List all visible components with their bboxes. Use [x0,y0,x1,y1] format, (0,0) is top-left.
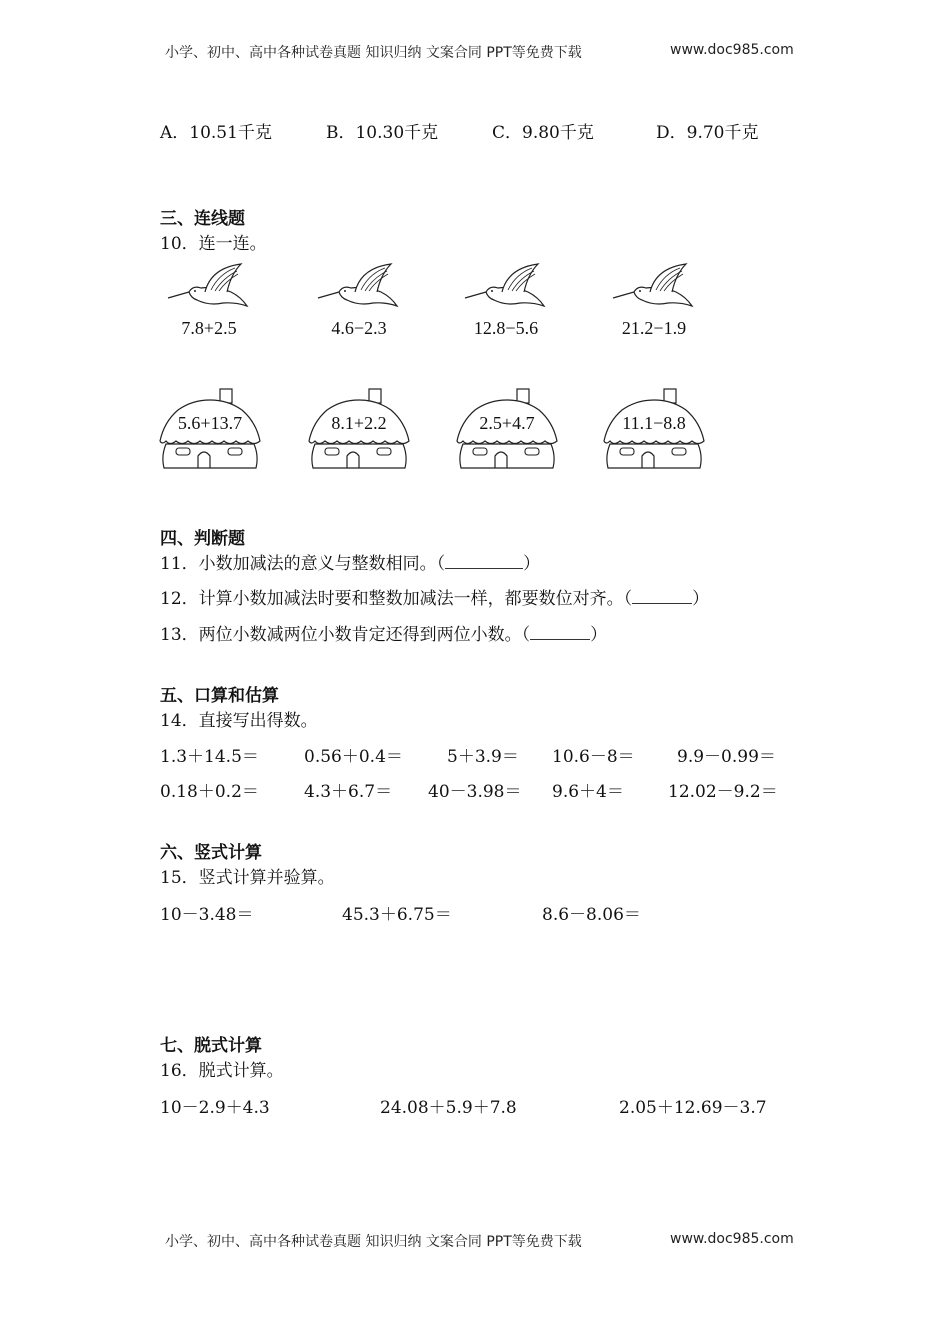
q13-close: ） [590,625,608,645]
step-calc-1: 10－2.9＋4.3 [160,1098,270,1118]
bird-card-1[interactable] [165,262,253,342]
header-site: www.doc985.com [670,42,794,58]
oral-calc-2-1: 0.18＋0.2＝ [160,782,259,802]
bird-label-1: 7.8+2.5 [181,318,237,338]
house-card-1[interactable] [158,386,262,472]
header-text: 小学、初中、高中各种试卷真题 知识归纳 文案合同 PPT等免费下载 [165,45,582,61]
bird-label-3: 12.8−5.6 [473,318,539,338]
bird-icon [315,262,403,318]
option-a: A．10.51千克 [160,123,272,143]
oral-calc-2-3: 40－3.98＝ [428,782,522,802]
footer-site: www.doc985.com [670,1231,794,1247]
house-card-3[interactable] [455,386,559,472]
vertical-calc-3: 8.6－8.06＝ [542,905,641,925]
bird-icon [462,262,550,318]
house-label-4: 11.1−8.8 [622,413,686,433]
q12-answer-blank[interactable] [632,589,692,604]
oral-calc-1-4: 10.6－8＝ [552,747,635,767]
q11-answer-blank[interactable] [445,554,523,569]
bird-card-2[interactable] [315,262,403,342]
q10-prompt: 10．连一连。 [160,234,267,254]
oral-calc-1-1: 1.3＋14.5＝ [160,747,259,767]
q11-close: ） [523,554,541,574]
q11-text: 11．小数加减法的意义与整数相同。（ [160,554,446,574]
section6-title: 六、竖式计算 [160,843,262,863]
bird-card-4[interactable] [610,262,698,342]
q16-prompt: 16．脱式计算。 [160,1061,284,1081]
section4-title: 四、判断题 [160,529,245,549]
bird-label-4: 21.2−1.9 [621,318,687,338]
q12-text: 12．计算小数加减法时要和整数加减法一样，都要数位对齐。（ [160,589,633,609]
option-b: B．10.30千克 [326,123,439,143]
house-card-2[interactable] [307,386,411,472]
bird-icon [165,262,253,318]
oral-calc-2-4: 9.6＋4＝ [552,782,624,802]
vertical-calc-1: 10－3.48＝ [160,905,254,925]
section7-title: 七、脱式计算 [160,1036,262,1056]
house-label-1: 5.6+13.7 [177,413,243,433]
house-label-2: 8.1+2.2 [331,413,387,433]
oral-calc-2-5: 12.02－9.2＝ [668,782,778,802]
bird-icon [610,262,698,318]
q14-prompt: 14．直接写出得数。 [160,711,318,731]
oral-calc-1-3: 5＋3.9＝ [447,747,519,767]
q15-prompt: 15．竖式计算并验算。 [160,868,335,888]
vertical-calc-2: 45.3＋6.75＝ [342,905,452,925]
step-calc-3: 2.05＋12.69－3.7 [619,1098,767,1118]
q13-text: 13．两位小数减两位小数肯定还得到两位小数。（ [160,625,531,645]
q11 [160,549,540,574]
q13-answer-blank[interactable] [530,625,590,640]
oral-calc-1-5: 9.9－0.99＝ [677,747,776,767]
bird-label-2: 4.6−2.3 [331,318,387,338]
option-d: D．9.70千克 [656,123,759,143]
house-label-3: 2.5+4.7 [479,413,535,433]
footer-text: 小学、初中、高中各种试卷真题 知识归纳 文案合同 PPT等免费下载 [165,1234,582,1250]
section5-title: 五、口算和估算 [160,686,279,706]
q12-close: ） [692,589,710,609]
bird-card-3[interactable] [462,262,550,342]
oral-calc-1-2: 0.56＋0.4＝ [304,747,403,767]
option-c: C．9.80千克 [492,123,594,143]
oral-calc-2-2: 4.3＋6.7＝ [304,782,393,802]
house-card-4[interactable] [602,386,706,472]
step-calc-2: 24.08＋5.9＋7.8 [380,1098,517,1118]
section3-title: 三、连线题 [160,209,245,229]
q13 [160,620,607,645]
q12 [160,584,709,609]
